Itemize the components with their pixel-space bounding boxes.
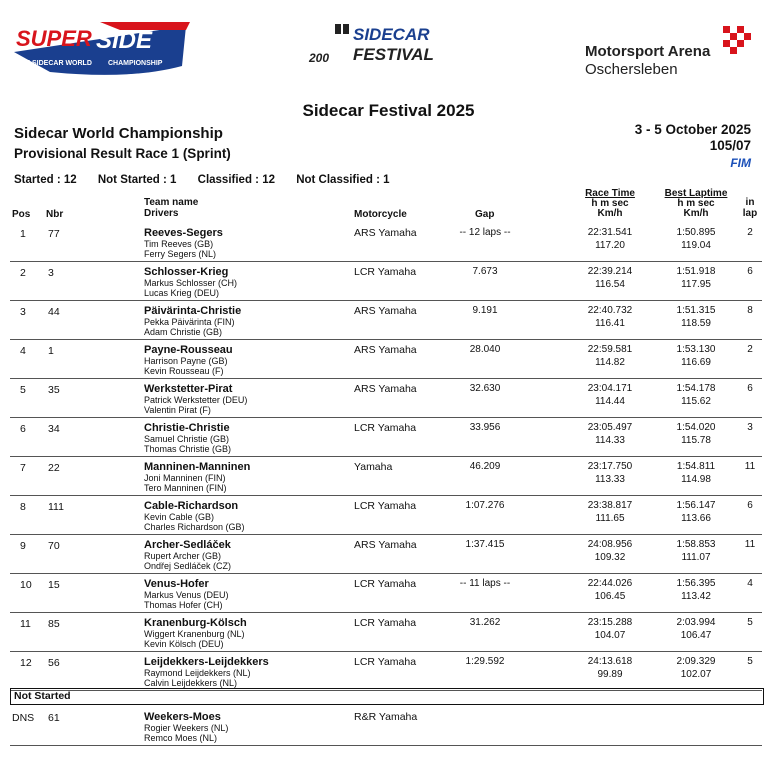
row-race-speed: 113.33	[595, 474, 625, 485]
row-best-laptime: 1:54.178	[676, 383, 716, 394]
table-row	[10, 339, 762, 379]
row-best-laptime: 1:58.853	[676, 539, 716, 550]
row-best-laptime: 2:03.994	[676, 617, 716, 628]
row-driver-1: Samuel Christie (GB)	[144, 434, 230, 444]
festival-number: 200	[309, 51, 330, 65]
logo-strip	[0, 0, 777, 90]
row-driver-1: Kevin Cable (GB)	[144, 512, 215, 522]
row-team: Archer-Sedláček	[144, 539, 231, 551]
row-pos: 2	[20, 267, 26, 279]
col-race-time: Race Time	[585, 188, 635, 199]
row-best-speed: 115.62	[681, 396, 711, 407]
row-motorcycle: R&R Yamaha	[354, 711, 418, 723]
row-gap: 7.673	[472, 266, 498, 277]
table-row	[10, 651, 762, 691]
row-in-lap: 11	[744, 539, 756, 550]
festival-flag-icon-2	[343, 24, 349, 34]
row-in-lap: 11	[744, 461, 756, 472]
row-in-lap: 5	[747, 656, 753, 667]
row-nbr: 3	[48, 267, 54, 279]
row-in-lap: 6	[747, 500, 753, 511]
row-team: Päivärinta-Christie	[144, 305, 242, 317]
count-not-started: Not Started : 1	[97, 174, 177, 186]
row-race-speed: 109.32	[594, 552, 626, 563]
row-motorcycle: LCR Yamaha	[354, 617, 417, 629]
row-best-laptime: 2:09.329	[676, 656, 716, 667]
row-team: Schlosser-Krieg	[144, 266, 229, 278]
row-nbr: 70	[48, 540, 60, 552]
row-pos: 3	[20, 306, 26, 318]
result-subtitle: Provisional Result Race 1 (Sprint)	[14, 146, 231, 161]
row-gap: 46.209	[469, 461, 501, 472]
row-pos: 12	[20, 657, 32, 669]
row-driver-2: Adam Christie (GB)	[144, 327, 223, 337]
row-best-speed: 117.95	[681, 279, 711, 290]
row-pos: 6	[20, 423, 26, 435]
col-team: Team name	[144, 197, 199, 208]
row-driver-1: Joni Manninen (FIN)	[144, 473, 226, 483]
row-nbr: 56	[48, 657, 60, 669]
document-code: 105/07	[709, 138, 751, 153]
arena-word1: Motorsport Arena	[585, 43, 711, 60]
row-race-speed: 114.44	[595, 396, 625, 407]
row-driver-1: Tim Reeves (GB)	[144, 239, 214, 249]
row-driver-1: Markus Schlosser (CH)	[144, 278, 238, 288]
row-nbr: 85	[48, 618, 60, 630]
col-motorcycle: Motorcycle	[354, 209, 407, 220]
row-pos: 9	[20, 540, 26, 552]
row-motorcycle: ARS Yamaha	[354, 344, 417, 356]
row-team: Reeves-Segers	[144, 227, 223, 239]
table-row	[10, 417, 762, 457]
row-driver-2: Thomas Christie (GB)	[144, 444, 232, 454]
row-driver-2: Charles Richardson (GB)	[144, 522, 245, 532]
row-race-speed: 116.41	[595, 318, 625, 329]
col-nbr: Nbr	[46, 209, 64, 220]
row-pos: 8	[20, 501, 26, 513]
row-race-time: 22:40.732	[587, 305, 633, 316]
event-dates: 3 - 5 October 2025	[634, 122, 751, 137]
row-race-speed: 104.07	[594, 630, 626, 641]
row-motorcycle: ARS Yamaha	[354, 539, 417, 551]
event-title: Sidecar Festival 2025	[302, 101, 475, 120]
table-row	[10, 495, 762, 535]
count-classified: Classified : 12	[197, 174, 275, 186]
festival-word1: SIDECAR	[353, 25, 430, 44]
row-motorcycle: LCR Yamaha	[354, 578, 417, 590]
count-started: Started : 12	[14, 174, 77, 186]
row-race-time: 23:38.817	[587, 500, 633, 511]
row-race-time: 23:04.171	[587, 383, 633, 394]
table-row	[10, 378, 762, 418]
row-nbr: 15	[48, 579, 60, 591]
col-best-hms: h m sec	[677, 198, 715, 209]
superside-line1: FIM SIDECAR WORLD	[18, 60, 92, 67]
row-race-time: 24:08.956	[587, 539, 633, 550]
row-motorcycle: ARS Yamaha	[354, 227, 417, 239]
col-gap: Gap	[475, 209, 495, 220]
row-in-lap: 6	[747, 383, 753, 394]
arena-word2: Oschersleben	[585, 61, 678, 78]
row-pos: 11	[20, 618, 31, 630]
table-row	[10, 573, 762, 613]
row-race-speed: 114.33	[595, 435, 625, 446]
row-driver-1: Rupert Archer (GB)	[144, 551, 222, 561]
row-nbr: 111	[48, 501, 64, 513]
row-motorcycle: ARS Yamaha	[354, 383, 417, 395]
row-driver-2: Calvin Leijdekkers (NL)	[144, 678, 238, 688]
row-driver-1: Raymond Leijdekkers (NL)	[144, 668, 251, 678]
superside-word1: SUPER	[16, 26, 92, 51]
row-race-time: 23:15.288	[587, 617, 633, 628]
table-row-dns	[10, 706, 762, 746]
row-team: Leijdekkers-Leijdekkers	[144, 656, 269, 668]
row-driver-2: Kevin Rousseau (F)	[144, 366, 224, 376]
row-best-speed: 119.04	[681, 240, 711, 251]
row-in-lap: 6	[747, 266, 753, 277]
row-nbr: 61	[48, 712, 60, 724]
row-driver-1: Pekka Päivärinta (FIN)	[144, 317, 235, 327]
row-best-laptime: 1:53.130	[676, 344, 716, 355]
table-row	[10, 456, 762, 496]
row-race-speed: 116.54	[595, 279, 625, 290]
row-race-time: 22:44.026	[587, 578, 633, 589]
row-best-speed: 106.47	[680, 630, 712, 641]
row-gap: -- 11 laps --	[459, 578, 511, 589]
col-race-kmh: Km/h	[597, 208, 623, 219]
table-row	[10, 300, 762, 340]
row-team: Werkstetter-Pirat	[144, 383, 233, 395]
row-best-laptime: 1:51.918	[676, 266, 716, 277]
row-pos: 10	[20, 579, 32, 591]
row-driver-2: Thomas Hofer (CH)	[144, 600, 223, 610]
row-gap: 1:07.276	[465, 500, 505, 511]
row-race-time: 22:31.541	[587, 227, 633, 238]
row-gap: 28.040	[469, 344, 501, 355]
row-race-time: 22:59.581	[587, 344, 633, 355]
row-best-laptime: 1:51.315	[676, 305, 716, 316]
superside-word2: SIDE	[96, 27, 153, 54]
col-drivers: Drivers	[144, 208, 179, 219]
row-nbr: 1	[48, 345, 54, 357]
not-started-label: Not Started	[14, 690, 71, 702]
row-nbr: 77	[48, 228, 60, 240]
row-pos: DNS	[12, 712, 35, 724]
row-team: Manninen-Manninen	[144, 461, 251, 473]
festival-flag-icon	[335, 24, 341, 34]
col-in: in	[745, 197, 755, 208]
row-driver-2: Ferry Segers (NL)	[144, 249, 217, 259]
row-race-time: 24:13.618	[587, 656, 633, 667]
row-race-time: 23:17.750	[587, 461, 633, 472]
not-started-header	[10, 688, 764, 705]
row-best-laptime: 1:56.395	[676, 578, 716, 589]
row-driver-2: Valentin Pirat (F)	[144, 405, 211, 415]
fim-logo: FIM	[730, 156, 751, 170]
row-best-speed: 115.78	[681, 435, 711, 446]
superside-logo	[10, 22, 190, 80]
row-nbr: 22	[48, 462, 60, 474]
col-race-hms: h m sec	[591, 198, 629, 209]
row-gap: 9.191	[472, 305, 498, 316]
row-driver-2: Lucas Krieg (DEU)	[144, 288, 220, 298]
row-pos: 4	[20, 345, 26, 357]
count-not-classified: Not Classified : 1	[296, 174, 390, 186]
superside-line2: CHAMPIONSHIP	[108, 60, 163, 67]
row-in-lap: 4	[747, 578, 753, 589]
row-gap: 32.630	[469, 383, 501, 394]
row-best-speed: 118.59	[681, 318, 711, 329]
row-driver-2: Ondřej Sedláček (CZ)	[144, 561, 232, 571]
row-team: Christie-Christie	[144, 422, 230, 434]
row-best-speed: 113.42	[681, 591, 711, 602]
row-pos: 1	[20, 228, 26, 240]
row-race-speed: 106.45	[594, 591, 626, 602]
row-in-lap: 2	[747, 344, 753, 355]
table-row	[10, 222, 762, 262]
row-team: Cable-Richardson	[144, 500, 239, 512]
championship-title: Sidecar World Championship	[14, 125, 223, 142]
row-race-time: 22:39.214	[587, 266, 633, 277]
row-best-speed: 102.07	[680, 669, 712, 680]
row-gap: 33.956	[469, 422, 501, 433]
row-race-speed: 111.65	[595, 513, 625, 524]
row-pos: 7	[20, 462, 26, 474]
col-pos: Pos	[12, 209, 31, 220]
col-lap: lap	[742, 208, 758, 219]
row-gap: 1:37.415	[465, 539, 505, 550]
table-row	[10, 261, 762, 301]
row-motorcycle: LCR Yamaha	[354, 266, 417, 278]
sidecar-festival-logo	[305, 22, 455, 68]
row-motorcycle: LCR Yamaha	[354, 656, 417, 668]
row-pos: 5	[20, 384, 26, 396]
row-driver-1: Harrison Payne (GB)	[144, 356, 228, 366]
table-row	[10, 612, 762, 652]
row-in-lap: 8	[747, 305, 753, 316]
row-driver-2: Remco Moes (NL)	[144, 733, 218, 743]
row-nbr: 44	[48, 306, 60, 318]
row-in-lap: 2	[747, 227, 753, 238]
row-driver-1: Patrick Werkstetter (DEU)	[144, 395, 248, 405]
row-best-laptime: 1:56.147	[676, 500, 716, 511]
row-best-laptime: 1:50.895	[676, 227, 716, 238]
row-motorcycle: LCR Yamaha	[354, 422, 417, 434]
row-best-speed: 111.07	[681, 552, 711, 563]
row-in-lap: 3	[747, 422, 753, 433]
row-nbr: 35	[48, 384, 60, 396]
row-in-lap: 5	[747, 617, 753, 628]
row-motorcycle: LCR Yamaha	[354, 500, 417, 512]
row-best-speed: 113.66	[681, 513, 711, 524]
row-driver-2: Tero Manninen (FIN)	[144, 483, 227, 493]
row-team: Venus-Hofer	[144, 578, 209, 590]
row-team: Payne-Rousseau	[144, 344, 233, 356]
row-team: Weekers-Moes	[144, 711, 221, 723]
festival-word2: FESTIVAL	[353, 45, 434, 64]
row-motorcycle: Yamaha	[354, 461, 393, 473]
row-race-time: 23:05.497	[587, 422, 633, 433]
row-driver-1: Wiggert Kranenburg (NL)	[144, 629, 245, 639]
checkered-flag-icon	[723, 26, 751, 54]
row-gap: 1:29.592	[465, 656, 505, 667]
motorsport-arena-logo	[585, 22, 760, 82]
row-race-speed: 117.20	[595, 240, 625, 251]
row-nbr: 34	[48, 423, 60, 435]
row-driver-1: Rogier Weekers (NL)	[144, 723, 229, 733]
row-best-speed: 116.69	[681, 357, 711, 368]
col-best-kmh: Km/h	[683, 208, 709, 219]
row-best-laptime: 1:54.811	[676, 461, 716, 472]
row-gap: 31.262	[469, 617, 501, 628]
row-best-speed: 114.98	[681, 474, 711, 485]
row-driver-2: Kevin Kölsch (DEU)	[144, 639, 224, 649]
entry-counts	[14, 174, 408, 186]
row-team: Kranenburg-Kölsch	[144, 617, 247, 629]
row-best-laptime: 1:54.020	[676, 422, 716, 433]
row-gap: -- 12 laps --	[459, 227, 511, 238]
col-best-laptime: Best Laptime	[664, 188, 728, 199]
table-row	[10, 534, 762, 574]
row-motorcycle: ARS Yamaha	[354, 305, 417, 317]
row-driver-1: Markus Venus (DEU)	[144, 590, 229, 600]
row-race-speed: 99.89	[597, 669, 623, 680]
row-race-speed: 114.82	[595, 357, 625, 368]
